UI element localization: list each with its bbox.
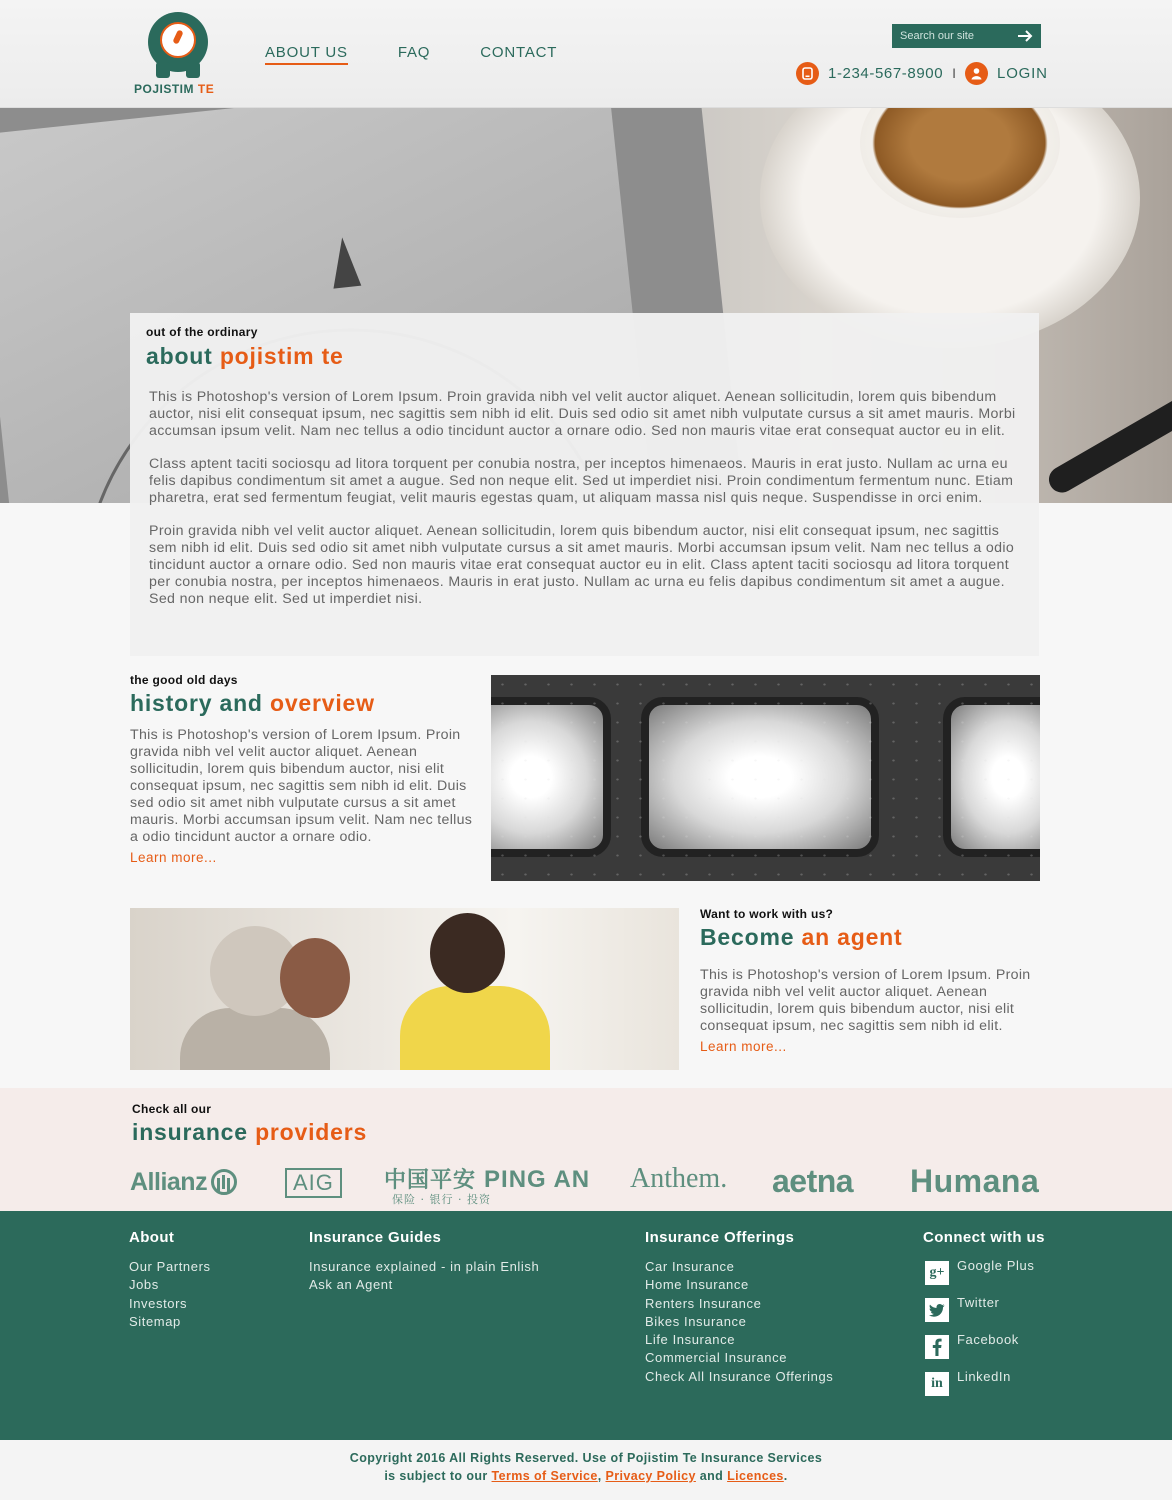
linkedin-icon: in — [925, 1372, 949, 1396]
arrow-right-icon[interactable] — [1010, 24, 1040, 48]
phone-number[interactable]: 1-234-567-8900 — [828, 64, 944, 82]
site-header — [0, 0, 1172, 108]
footer-link-bikes-insurance[interactable]: Bikes Insurance — [645, 1313, 747, 1329]
about-title-part2: pojistim te — [219, 343, 344, 369]
brand-name-part2: TE — [197, 82, 215, 96]
providers-title-part2: providers — [255, 1119, 368, 1145]
shield-logo-icon — [148, 12, 208, 72]
pingan-cn-label: 中国平安 — [384, 1168, 477, 1193]
agent-photo — [130, 908, 679, 1070]
brand-name — [134, 82, 214, 96]
site-footer — [0, 1211, 1172, 1440]
footer-link-commercial-insurance[interactable]: Commercial Insurance — [645, 1350, 788, 1366]
google-plus-icon: g+ — [925, 1261, 949, 1285]
agent-section — [700, 907, 1040, 1055]
aetna-logo[interactable]: aetna — [772, 1163, 854, 1199]
about-title — [146, 343, 344, 370]
agent-title — [700, 924, 1040, 951]
pingan-en-label: PING AN — [484, 1166, 591, 1193]
about-section — [130, 313, 1039, 656]
copyright-period: . — [783, 1469, 788, 1483]
history-title-part1: history and — [130, 690, 263, 716]
history-title-part2: overview — [269, 690, 375, 716]
phone-icon — [796, 62, 819, 85]
providers-title-part1: insurance — [132, 1119, 248, 1145]
copyright-line2 — [0, 1467, 1172, 1485]
history-title — [130, 690, 475, 717]
footer-link-renters-insurance[interactable]: Renters Insurance — [645, 1295, 762, 1311]
agent-text: This is Photoshop's version of Lorem Ipsum. Proin gravida nibh vel velit auctor aliquet. Aenean sollicitudin, lorem quis bibendum auctor, nisi elit consequat ipsum, nec sagittis sem nibh id elit. — [700, 967, 1031, 1034]
footer-link-car-insurance[interactable]: Car Insurance — [645, 1259, 735, 1274]
about-kicker: out of the ordinary — [146, 325, 258, 339]
train-windows-image — [491, 675, 1040, 881]
separator: I — [952, 65, 957, 81]
about-title-part1: about — [146, 343, 213, 369]
history-text: This is Photoshop's version of Lorem Ipsum. Proin gravida nibh vel velit auctor aliquet. Aenean sollicitudin, lorem quis bibendum auctor, nisi elit consequat ipsum, nec sagittis sem nibh id elit. Duis sed odio sit amet nibh vulputate cursus a sit amet mauris. Morbi accumsan ipsum velit. Nam nec tellus a odio tincidunt auctor a ornare odio. — [130, 727, 473, 845]
pen-illustration — [1044, 395, 1172, 498]
allianz-emblem-icon — [211, 1169, 237, 1195]
about-paragraph: Class aptent taciti sociosqu ad litora torquent per conubia nostra, per inceptos himenaeos. Mauris in erat justo. Nullam ac urna eu felis dapibus condimentum sit amet a augue. Sed non neque elit. Sed ut imperdiet nisi. Proin condimentum fermentum nunc. Etiam pharetra, erat sed fermentum feugiat, velit mauris egestas quam, ut aliquam massa nisl quis neque. Suspendisse in orci enim. — [149, 456, 1014, 506]
brand-logo[interactable] — [130, 10, 226, 100]
copyright-line1: Copyright 2016 All Rights Reserved. Use of Pojistim Te Insurance Services — [349, 1451, 823, 1465]
social-google-plus[interactable] — [923, 1258, 1045, 1285]
contact-row — [796, 61, 1048, 85]
facebook-icon — [925, 1335, 949, 1359]
search-input[interactable] — [892, 30, 1010, 42]
terms-of-service-link[interactable]: Terms of Service — [491, 1469, 598, 1483]
footer-link-home-insurance[interactable]: Home Insurance — [645, 1277, 749, 1293]
footer-link-jobs[interactable]: Jobs — [129, 1277, 159, 1293]
footer-link-sitemap[interactable]: Sitemap — [129, 1313, 181, 1329]
humana-logo[interactable]: Humana — [910, 1163, 1040, 1199]
agent-kicker: Want to work with us? — [700, 907, 834, 921]
footer-link-life-insurance[interactable]: Life Insurance — [645, 1332, 736, 1348]
footer-about-column — [129, 1229, 211, 1331]
footer-connect-title: Connect with us — [923, 1229, 1045, 1246]
footer-guides-title: Insurance Guides — [309, 1229, 442, 1246]
history-section — [130, 673, 475, 866]
main-nav — [265, 44, 607, 65]
login-link[interactable]: LOGIN — [997, 64, 1048, 82]
about-paragraph: This is Photoshop's version of Lorem Ipsum. Proin gravida nibh vel velit auctor aliquet. Aenean sollicitudin, lorem quis bibendum auctor, nisi elit consequat ipsum, nec sagittis sem nibh id elit. Duis sed odio sit amet nibh vulputate cursus a sit amet mauris. Morbi accumsan ipsum velit. Nam nec tellus a odio tincidunt auctor a ornare odio. Sed non mauris vitae erat consequat auctor eu in elit. — [149, 389, 1016, 439]
agent-learn-more-link[interactable]: Learn more... — [700, 1039, 787, 1054]
agent-title-part1: Become — [700, 924, 795, 950]
footer-guides-column — [309, 1229, 539, 1295]
pingan-sub-label: 保险 · 银行 · 投资 — [392, 1193, 491, 1206]
social-twitter[interactable] — [923, 1295, 1045, 1322]
twitter-icon — [925, 1298, 949, 1322]
footer-connect-column — [923, 1229, 1045, 1406]
nav-faq[interactable]: FAQ — [397, 44, 431, 61]
footer-link-ask-agent[interactable]: Ask an Agent — [309, 1277, 393, 1293]
nav-about-us[interactable]: ABOUT US — [265, 44, 348, 65]
aig-logo[interactable]: AIG — [285, 1168, 342, 1198]
providers-section — [0, 1088, 1172, 1211]
about-paragraph: Proin gravida nibh vel velit auctor aliquet. Aenean sollicitudin, lorem quis bibendum auctor, nisi elit consequat ipsum, nec sagittis sem nibh id elit. Duis sed odio sit amet nibh vulputate cursus a sit amet mauris. Morbi accumsan ipsum velit. Nam nec tellus a odio tincidunt auctor a ornare odio. Sed non mauris vitae erat consequat auctor eu in elit. Class aptent taciti sociosqu ad litora torquent per conubia nostra, per inceptos himenaeos. Mauris in erat justo. Nullam ac urna eu felis dapibus condimentum sit amet a augue. Sed non neque elit. Sed ut imperdiet nisi. — [149, 523, 1015, 607]
about-body — [149, 389, 1019, 624]
social-label: Google Plus — [957, 1258, 1035, 1273]
copyright-comma: , — [597, 1469, 602, 1483]
search-box — [892, 24, 1041, 48]
social-label: LinkedIn — [957, 1369, 1011, 1384]
privacy-policy-link[interactable]: Privacy Policy — [605, 1469, 696, 1483]
footer-link-investors[interactable]: Investors — [129, 1295, 188, 1311]
history-learn-more-link[interactable]: Learn more... — [130, 850, 217, 865]
footer-link-all-offerings[interactable]: Check All Insurance Offerings — [645, 1368, 834, 1384]
licences-link[interactable]: Licences — [727, 1469, 784, 1483]
allianz-logo[interactable] — [130, 1168, 237, 1197]
copyright-prefix: is subject to our — [384, 1469, 488, 1483]
footer-link-our-partners[interactable]: Our Partners — [129, 1259, 211, 1274]
providers-title — [132, 1119, 367, 1146]
provider-logos — [130, 1163, 1042, 1205]
anthem-logo[interactable]: Anthem. — [630, 1163, 728, 1194]
history-kicker: the good old days — [130, 673, 238, 687]
copyright-and: and — [699, 1469, 724, 1483]
user-icon[interactable] — [965, 62, 988, 85]
footer-offerings-title: Insurance Offerings — [645, 1229, 795, 1246]
social-linkedin[interactable] — [923, 1369, 1045, 1396]
copyright-bar — [0, 1440, 1172, 1500]
brand-name-part1: POJISTIM — [134, 82, 195, 96]
footer-link-insurance-explained[interactable]: Insurance explained - in plain Enlish — [309, 1259, 540, 1274]
allianz-label: Allianz — [130, 1168, 208, 1196]
footer-about-title: About — [129, 1229, 175, 1246]
social-label: Facebook — [957, 1332, 1019, 1347]
nav-contact[interactable]: CONTACT — [480, 44, 558, 61]
social-facebook[interactable] — [923, 1332, 1045, 1359]
pingan-logo[interactable] — [384, 1163, 591, 1206]
providers-kicker: Check all our — [132, 1102, 212, 1116]
footer-offerings-column — [645, 1229, 833, 1386]
social-label: Twitter — [957, 1295, 1000, 1310]
agent-title-part2: an agent — [801, 924, 903, 950]
